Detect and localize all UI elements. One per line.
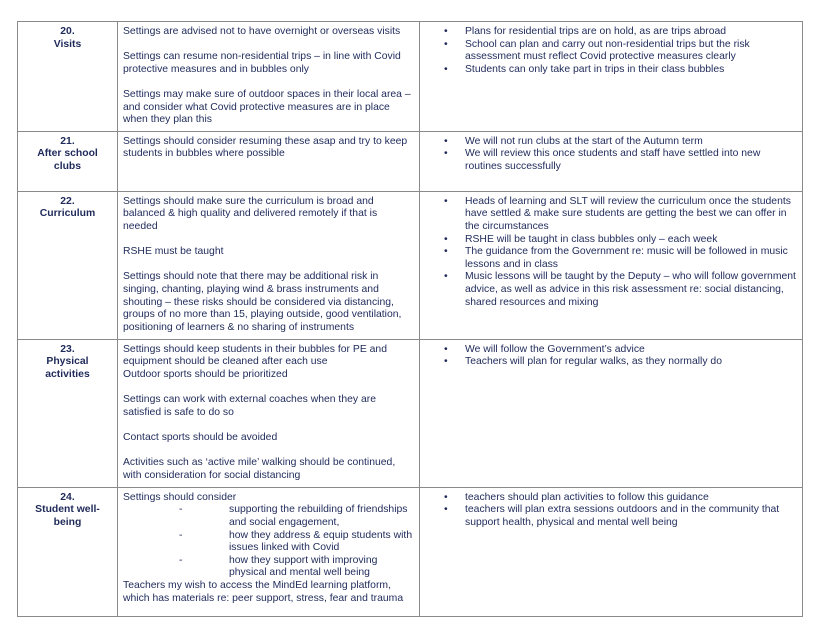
guidance-sub-item xyxy=(123,504,414,529)
guidance-sub-item xyxy=(123,555,414,580)
plan-item: • teachers should plan activities to follow this guidance xyxy=(465,492,797,505)
guidance-line: Outdoor sports should be prioritized xyxy=(123,368,288,380)
plan-cell xyxy=(420,487,803,616)
guidance-line: Settings should consider xyxy=(123,491,237,503)
plan-cell xyxy=(420,191,803,339)
guidance-sub-text: - how they support with improving physical and mental well being xyxy=(229,554,378,579)
plan-item: • Plans for residential trips are on hold, as are trips abroad xyxy=(465,26,797,39)
topic-number: 23. xyxy=(60,343,75,355)
plan-cell xyxy=(420,22,803,132)
topic-title: Physical activities xyxy=(45,356,90,380)
guidance-line: Settings are advised not to have overnight or overseas visits xyxy=(123,26,401,37)
risk-assessment-table xyxy=(17,21,803,617)
topic-title: Student well-being xyxy=(35,504,100,528)
table-row xyxy=(18,339,803,487)
plan-item: • RSHE will be taught in class bubbles only – each week xyxy=(465,234,797,247)
guidance-line: Settings can work with external coaches when they are satisfied is safe to do so xyxy=(123,394,376,418)
guidance-gap xyxy=(123,259,414,272)
guidance-gap xyxy=(123,76,414,89)
guidance-gap xyxy=(123,39,414,52)
plan-item: • Students can only take part in trips in their class bubbles xyxy=(465,64,797,77)
guidance-sub-text: - how they address & equip students with issues linked with Covid xyxy=(229,529,413,554)
topic-cell xyxy=(18,339,118,487)
topic-title: Visits xyxy=(53,38,82,50)
plan-list xyxy=(425,136,797,174)
guidance-line: Settings can resume non-residential trips – in line with Covid protective measures and in bubbles only xyxy=(123,51,401,75)
guidance-sub-item xyxy=(123,530,414,555)
guidance-line: Settings should consider resuming these asap and try to keep students in bubbles where possible xyxy=(123,135,408,160)
guidance-gap xyxy=(123,419,414,432)
table-row xyxy=(18,487,803,616)
guidance-line: Teachers my wish to access the MindEd learning platform, which has materials re: peer support, stress, fear and trauma xyxy=(123,579,404,604)
guidance-line: Settings may make sure of outdoor spaces in their local area – and consider what Covid protective measures are in place when they plan this xyxy=(123,88,411,126)
guidance-gap xyxy=(123,382,414,395)
plan-item: • We will review this once students and staff have settled into new routines successfully xyxy=(465,148,797,173)
guidance-gap xyxy=(123,445,414,458)
plan-list xyxy=(425,344,797,369)
topic-number: 24. xyxy=(60,491,75,503)
guidance-line: RSHE must be taught xyxy=(123,246,224,258)
guidance-gap xyxy=(123,234,414,247)
plan-item: • The guidance from the Government re: music will be followed in music lessons and in class xyxy=(465,246,797,271)
plan-item: • Heads of learning and SLT will review the curriculum once the students have settled & make sure students are getting the best we can offer in the circumstances xyxy=(465,196,797,234)
plan-item: • teachers will plan extra sessions outdoors and in the community that support health, physical and mental well being xyxy=(465,504,797,529)
guidance-line: Contact sports should be avoided xyxy=(123,431,278,443)
plan-item: • Music lessons will be taught by the Deputy – who will follow government advice, as well as advice in this risk assessment re: social distancing, shared resources and mixing xyxy=(465,271,797,309)
guidance-sub-text: - supporting the rebuilding of friendships and social engagement, xyxy=(229,504,408,528)
guidance-line: Settings should note that there may be additional risk in singing, chanting, playing wind & brass instruments and shouting – these risks should be considered via distancing, groups of no more than 15, playing outside, good ventilation, positioning of learners & no sharing of instruments xyxy=(123,271,402,333)
plan-list xyxy=(425,26,797,76)
topic-number: 22. xyxy=(60,195,75,207)
guidance-cell xyxy=(118,131,420,191)
guidance-cell xyxy=(118,191,420,339)
guidance-cell xyxy=(118,487,420,616)
plan-list xyxy=(425,196,797,309)
topic-cell xyxy=(18,131,118,191)
plan-item: • We will not run clubs at the start of the Autumn term xyxy=(465,136,797,149)
topic-cell xyxy=(18,22,118,132)
guidance-cell xyxy=(118,339,420,487)
plan-item: • Teachers will plan for regular walks, as they normally do xyxy=(465,356,797,369)
guidance-line: Settings should make sure the curriculum is broad and balanced & high quality and delivered remotely if that is needed xyxy=(123,195,378,232)
topic-title: Curriculum xyxy=(39,208,96,220)
plan-cell xyxy=(420,339,803,487)
guidance-line: Activities such as ‘active mile’ walking should be continued, with consideration for social distancing xyxy=(123,457,396,481)
topic-title: After school clubs xyxy=(37,148,98,172)
plan-list xyxy=(425,492,797,530)
plan-item: • School can plan and carry out non-residential trips but the risk assessment must reflect Covid protective measures clearly xyxy=(465,39,797,64)
guidance-line: Settings should keep students in their bubbles for PE and equipment should be cleaned after each use xyxy=(123,343,387,368)
table-row xyxy=(18,131,803,191)
table-row xyxy=(18,22,803,132)
plan-item: • We will follow the Government’s advice xyxy=(465,344,797,357)
topic-number: 20. xyxy=(60,26,75,37)
plan-cell xyxy=(420,131,803,191)
guidance-cell xyxy=(118,22,420,132)
topic-number: 21. xyxy=(60,135,75,147)
topic-cell xyxy=(18,487,118,616)
topic-cell xyxy=(18,191,118,339)
table-row xyxy=(18,191,803,339)
